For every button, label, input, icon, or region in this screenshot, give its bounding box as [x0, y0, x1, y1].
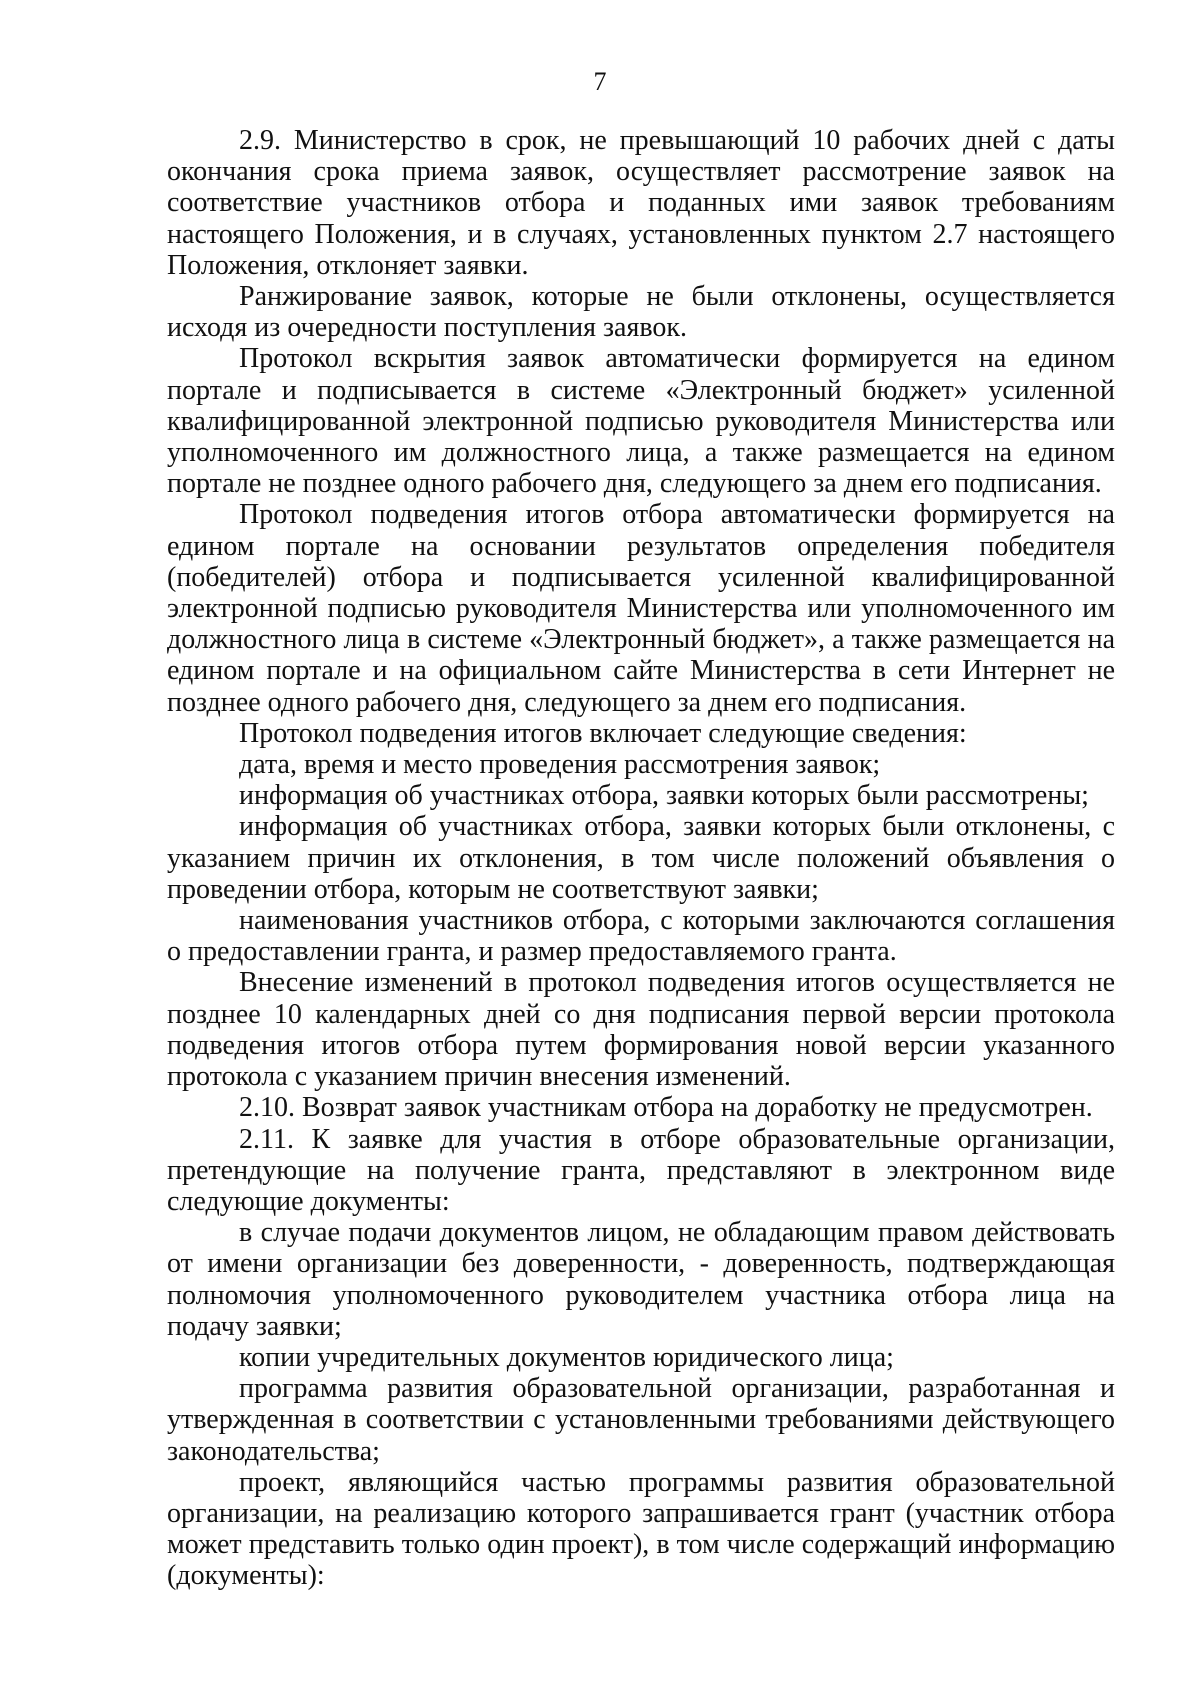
page-number: 7 [593, 67, 607, 96]
list-item-project: проект, являющийся частью программы развития образовательной организации, на реализацию которого запрашивается грант (участник отбора может представить только один проект), в том числе содержащий информацию (документы): [167, 1466, 1115, 1592]
list-item-power-of-attorney: в случае подачи документов лицом, не обладающим правом действовать от имени организации без доверенности, - доверенность, подтверждающая полномочия уполномоченного руководителем участника отбора лица на подачу заявки; [167, 1217, 1115, 1342]
list-item-rejected-participants: информация об участниках отбора, заявки которых были отклонены, с указанием причин их отклонения, в том числе положений объявления о проведении отбора, которым не соответствуют заявки; [167, 811, 1115, 905]
document-body [167, 125, 1115, 1592]
list-item-development-program: программа развития образовательной организации, разработанная и утвержденная в соответствии с установленными требованиями действующего законодательства; [167, 1373, 1115, 1467]
paragraph-protocol-changes: Внесение изменений в протокол подведения итогов осуществляется не позднее 10 календарных дней со дня подписания первой версии протокола подведения итогов отбора путем формирования новой версии указанного протокола с указанием причин внесения изменений. [167, 967, 1115, 1093]
paragraph-results-protocol: Протокол подведения итогов отбора автоматически формируется на едином портале на основании результатов определения победителя (победителей) отбора и подписывается усиленной квалифицированной электронной подписью руководителя Министерства или уполномоченного им должностного лица в системе «Электронный бюджет», а также размещается на едином портале и на официальном сайте Министерства в сети Интернет не позднее одного рабочего дня, следующего за днем его подписания. [167, 499, 1115, 718]
list-item-reviewed-participants: информация об участниках отбора, заявки которых были рассмотрены; [239, 780, 1089, 812]
paragraph-ranking: Ранжирование заявок, которые не были отклонены, осуществляется исходя из очередности поступления заявок. [167, 281, 1115, 344]
list-item-date-time-place: дата, время и место проведения рассмотрения заявок; [239, 749, 881, 781]
paragraph-2-9: 2.9. Министерство в срок, не превышающий 10 рабочих дней с даты окончания срока приема заявок, осуществляет рассмотрение заявок на соответствие участников отбора и поданных ими заявок требованиям настоящего Положения, и в случаях, установленных пунктом 2.7 настоящего Положения, отклоняет заявки. [167, 125, 1115, 281]
paragraph-2-10: 2.10. Возврат заявок участникам отбора на доработку не предусмотрен. [239, 1092, 1093, 1124]
paragraph-opening-protocol: Протокол вскрытия заявок автоматически формируется на едином портале и подписывается в системе «Электронный бюджет» усиленной квалифицированной электронной подписью руководителя Министерства или уполномоченного им должностного лица, а также размещается на едином портале не позднее одного рабочего дня, следующего за днем его подписания. [167, 343, 1115, 500]
paragraph-2-11: 2.11. К заявке для участия в отборе образовательные организации, претендующие на получение гранта, представляют в электронном виде следующие документы: [167, 1123, 1115, 1217]
list-item-grant-recipients: наименования участников отбора, с которыми заключаются соглашения о предоставлении гранта, и размер предоставляемого гранта. [167, 905, 1115, 968]
paragraph-protocol-contents: Протокол подведения итогов включает следующие сведения: [239, 717, 967, 749]
list-item-founding-documents: копии учредительных документов юридического лица; [239, 1341, 894, 1373]
